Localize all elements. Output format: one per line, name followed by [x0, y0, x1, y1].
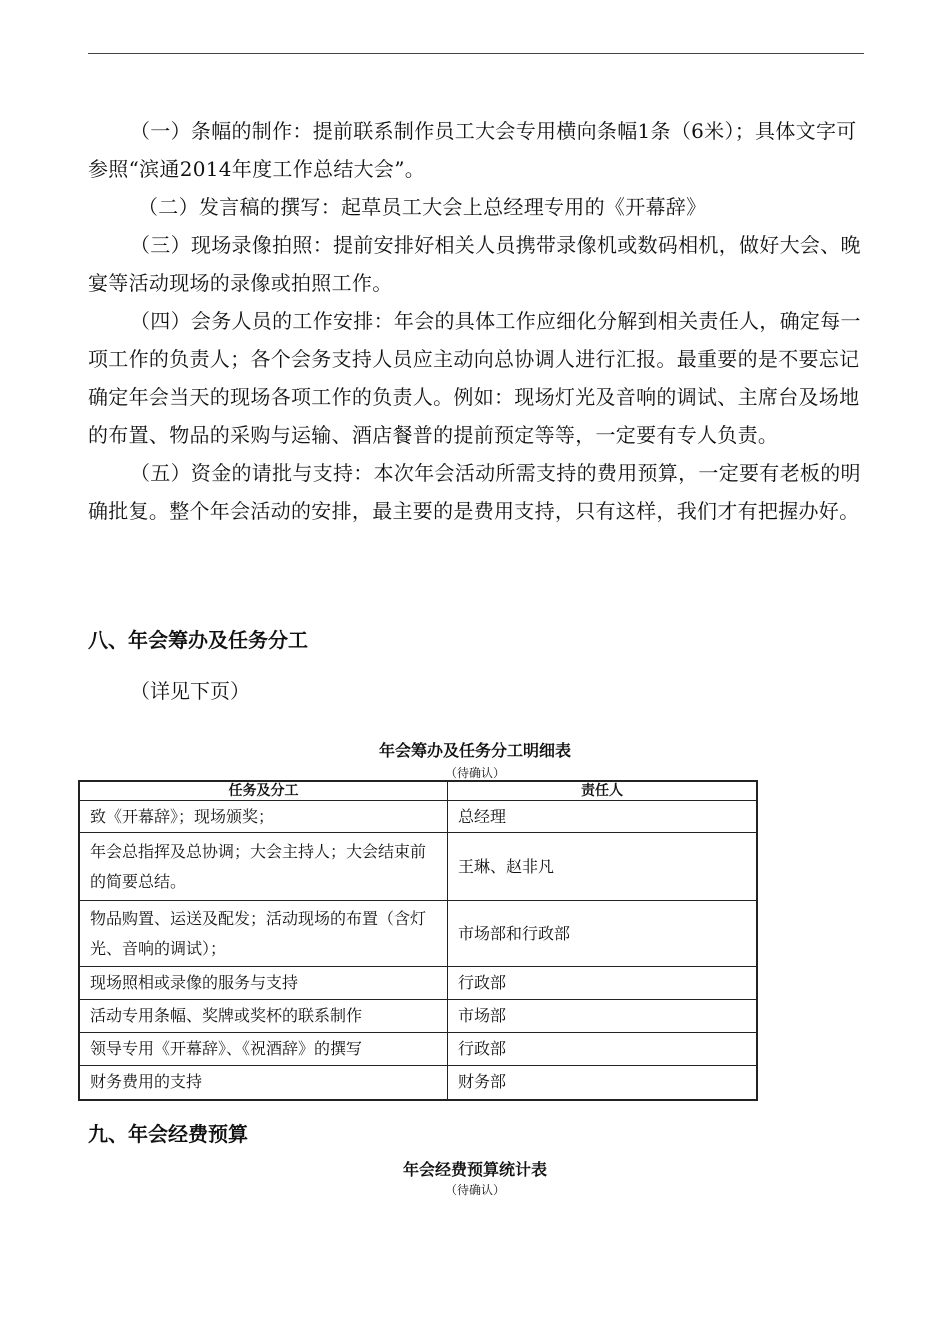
column-header-owner: 责任人: [448, 781, 758, 801]
task-cell: 年会总指挥及总协调；大会主持人；大会结束前的简要总结。: [79, 833, 448, 901]
paragraph-speech: （二）发言稿的撰写：起草员工大会上总经理专用的《开幕辞》: [138, 195, 707, 219]
paragraph-funding: （五）资金的请批与支持：本次年会活动所需支持的费用预算，一定要有老板的明确批复。整个年会活动的安排，最主要的是费用支持，只有这样，我们才有把握办好。: [88, 461, 861, 523]
budget-table-subtitle: （待确认）: [444, 1183, 505, 1197]
section-8-note: （详见下页）: [130, 679, 250, 703]
paragraph-banner: （一）条幅的制作：提前联系制作员工大会专用横向条幅1条（6米）；具体文字可参照“滨通2014年度工作总结大会”。: [88, 119, 857, 181]
paragraph-staffing: （四）会务人员的工作安排：年会的具体工作应细化分解到相关责任人，确定每一项工作的负责人；各个会务支持人员应主动向总协调人进行汇报。最重要的是不要忘记确定年会当天的现场各项工作的负责人。例如：现场灯光及音响的调试、主席台及场地的布置、物品的采购与运输、酒店餐普的提前预定等等，一定要有专人负责。: [88, 309, 861, 447]
table-row: [79, 833, 757, 901]
task-table-subtitle: （待确认）: [444, 766, 505, 780]
table-header-row: [79, 781, 757, 801]
table-row: [79, 1000, 757, 1033]
task-cell: 财务费用的支持: [79, 1066, 448, 1100]
budget-table-title: 年会经费预算统计表: [402, 1160, 547, 1179]
task-cell: 物品购置、运送及配发；活动现场的布置（含灯光、音响的调试）；: [79, 901, 448, 967]
owner-cell: 行政部: [448, 1033, 758, 1066]
task-cell: 致《开幕辞》；现场颁奖；: [79, 801, 448, 833]
owner-cell: 行政部: [448, 967, 758, 1000]
owner-cell: 王琳、赵非凡: [448, 833, 758, 901]
table-row: [79, 901, 757, 967]
task-cell: 现场照相或录像的服务与支持: [79, 967, 448, 1000]
section-9-heading: 九、年会经费预算: [88, 1122, 248, 1146]
task-table-title: 年会筹办及任务分工明细表: [378, 741, 571, 760]
table-row: [79, 1066, 757, 1100]
owner-cell: 财务部: [448, 1066, 758, 1100]
column-header-task: 任务及分工: [79, 781, 448, 801]
table-row: [79, 1033, 757, 1066]
paragraph-recording: （三）现场录像拍照：提前安排好相关人员携带录像机或数码相机，做好大会、晚宴等活动现场的录像或拍照工作。: [88, 233, 861, 295]
section-8-heading: 八、年会筹办及任务分工: [88, 628, 308, 652]
owner-cell: 总经理: [448, 801, 758, 833]
table-row: [79, 801, 757, 833]
body-text: [88, 112, 868, 530]
task-cell: 领导专用《开幕辞》、《祝酒辞》的撰写: [79, 1033, 448, 1066]
owner-cell: 市场部: [448, 1000, 758, 1033]
task-table: [78, 780, 758, 1101]
table-row: [79, 967, 757, 1000]
task-cell: 活动专用条幅、奖牌或奖杯的联系制作: [79, 1000, 448, 1033]
header-rule: [88, 53, 864, 54]
owner-cell: 市场部和行政部: [448, 901, 758, 967]
